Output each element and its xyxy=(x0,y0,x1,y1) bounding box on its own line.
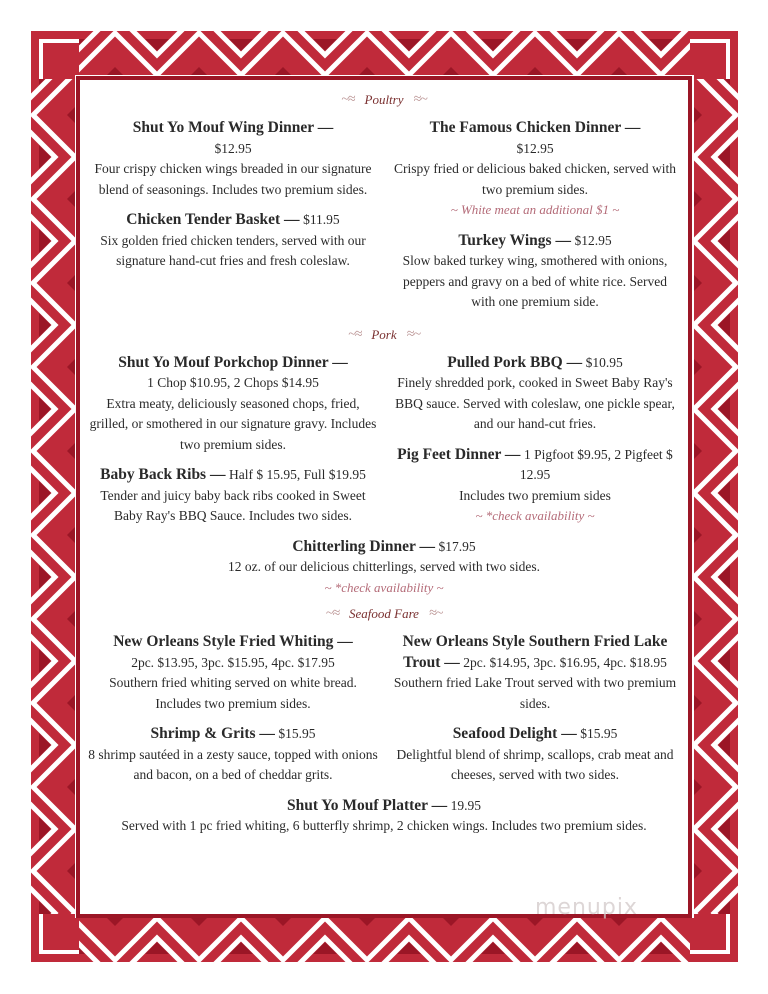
poultry-right-column xyxy=(390,118,680,323)
item-description: Tender and juicy baby back ribs cooked in Sweet Baby Ray's BBQ Sauce. Includes two sides. xyxy=(100,487,366,523)
menu-item-full-width xyxy=(104,537,664,599)
pork-right-column xyxy=(390,353,680,537)
item-description: Extra meaty, deliciously seasoned chops, fried, grilled, or smothered in our signature gravy. Includes two premium sides. xyxy=(89,395,377,452)
item-price: $10.95 xyxy=(585,354,623,370)
menu-item xyxy=(88,724,378,786)
item-note: ~ White meat an additional $1 ~ xyxy=(450,202,620,217)
item-description: Finely shredded pork, cooked in Sweet Baby Ray's BBQ sauce. Served with coleslaw, one pickle spear, and our hand-cut fries. xyxy=(395,375,675,431)
item-price: $12.95 xyxy=(214,140,252,156)
item-name: Baby Back Ribs — xyxy=(100,466,226,483)
menu-item xyxy=(88,118,378,200)
item-name: Turkey Wings — xyxy=(458,231,571,249)
item-price: 19.95 xyxy=(450,797,482,813)
item-price: Half $ 15.95, Full $19.95 xyxy=(228,467,366,482)
flourish-left-icon: ~≈ xyxy=(341,92,355,107)
menu-item xyxy=(88,465,378,527)
section-title: Poultry xyxy=(364,92,404,107)
flourish-left-icon: ~≈ xyxy=(325,606,340,621)
flourish-right-icon: ≈~ xyxy=(413,92,427,107)
item-name: Chicken Tender Basket — xyxy=(126,211,300,228)
item-note: ~ *check availability ~ xyxy=(324,579,444,595)
pork-columns xyxy=(88,353,680,537)
item-name: Pig Feet Dinner — xyxy=(397,445,521,463)
menu-item xyxy=(88,632,378,714)
seafood-right-column xyxy=(390,632,680,796)
item-name: Shut Yo Mouf Wing Dinner — xyxy=(132,119,334,136)
seafood-columns xyxy=(88,632,680,796)
item-price: 2pc. $14.95, 3pc. $16.95, 4pc. $18.95 xyxy=(463,654,667,670)
item-description: Served with 1 pc fried whiting, 6 butterfly shrimp, 2 chicken wings. Includes two premium sides. xyxy=(121,818,647,833)
pork-left-column xyxy=(88,353,378,537)
menu-item-full-width xyxy=(104,796,664,837)
menu-content xyxy=(88,88,680,843)
item-description: Crispy fried or delicious baked chicken, served with two premium sides. xyxy=(394,161,676,197)
item-description: Four crispy chicken wings breaded in our signature blend of seasonings. Includes two premium sides. xyxy=(94,161,372,197)
item-name: Shut Yo Mouf Porkchop Dinner — xyxy=(118,353,348,371)
item-description: Includes two premium sides xyxy=(459,487,611,503)
section-header-pork xyxy=(88,325,680,345)
item-price: $12.95 xyxy=(516,140,554,156)
item-name: New Orleans Style Fried Whiting — xyxy=(113,633,353,650)
menu-item xyxy=(390,632,680,714)
flourish-right-icon: ≈~ xyxy=(428,606,443,621)
menu-item xyxy=(390,231,680,313)
item-name: Pulled Pork BBQ — xyxy=(447,353,583,371)
menu-item xyxy=(88,210,378,272)
menu-item xyxy=(390,353,680,435)
section-header-poultry xyxy=(88,90,680,110)
section-title: Pork xyxy=(371,326,397,342)
section-title: Seafood Fare xyxy=(349,606,419,621)
seafood-left-column xyxy=(88,632,378,796)
item-description: Delightful blend of shrimp, scallops, crab meat and cheeses, served with two sides. xyxy=(396,746,674,782)
item-price: 2pc. $13.95, 3pc. $15.95, 4pc. $17.95 xyxy=(131,654,335,670)
section-header-seafood xyxy=(88,604,680,624)
item-description: 8 shrimp sautéed in a zesty sauce, topped with onions and bacon, on a bed of cheddar grits. xyxy=(88,746,378,782)
item-description: Slow baked turkey wing, smothered with onions, peppers and gravy on a bed of white rice. Served with one premium side. xyxy=(402,253,668,309)
poultry-left-column xyxy=(88,118,378,323)
item-price: $15.95 xyxy=(580,726,618,741)
item-price: 1 Chop $10.95, 2 Chops $14.95 xyxy=(147,375,319,390)
item-name: Chitterling Dinner — xyxy=(292,537,436,555)
watermark: menupix xyxy=(535,895,638,920)
item-note: ~ *check availability ~ xyxy=(475,508,595,523)
item-description: Southern fried Lake Trout served with two premium sides. xyxy=(393,675,677,711)
item-price: $11.95 xyxy=(303,212,340,227)
item-price: 1 Pigfoot $9.95, 2 Pigfeet $ 12.95 xyxy=(519,446,673,482)
menu-item xyxy=(390,118,680,221)
menu-item xyxy=(390,445,680,527)
item-price: $12.95 xyxy=(574,232,612,248)
item-description: Six golden fried chicken tenders, served with our signature hand-cut fries and fresh coleslaw. xyxy=(100,232,366,268)
flourish-right-icon: ≈~ xyxy=(406,326,420,342)
item-name: Shut Yo Mouf Platter — xyxy=(286,796,448,814)
menu-item xyxy=(390,724,680,786)
item-name: New Orleans Style Southern Fried Lake Trout — xyxy=(402,633,668,671)
item-price: $17.95 xyxy=(438,538,476,554)
poultry-columns xyxy=(88,118,680,323)
item-price: $15.95 xyxy=(278,726,316,741)
flourish-left-icon: ~≈ xyxy=(348,326,362,342)
item-name: The Famous Chicken Dinner — xyxy=(429,119,641,136)
menu-item xyxy=(88,353,378,456)
item-name: Shrimp & Grits — xyxy=(150,725,275,742)
item-name: Seafood Delight — xyxy=(452,725,577,742)
item-description: 12 oz. of our delicious chitterlings, served with two sides. xyxy=(228,559,540,574)
item-description: Southern fried whiting served on white bread. Includes two premium sides. xyxy=(109,675,357,711)
